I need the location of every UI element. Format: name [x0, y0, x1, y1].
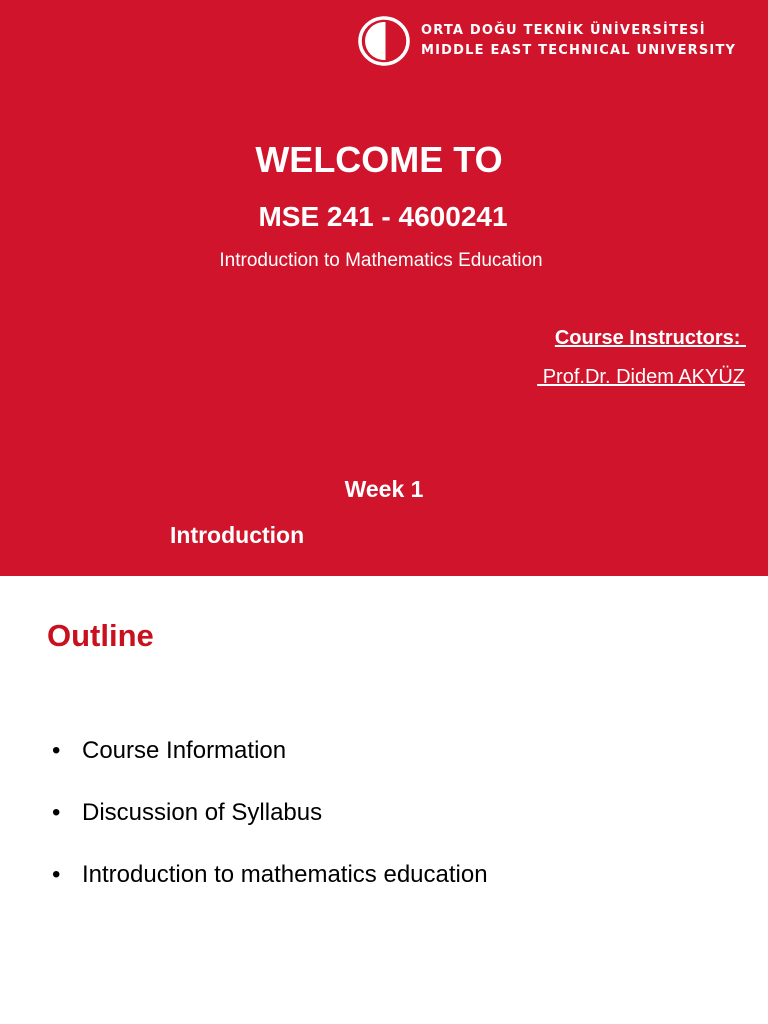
metu-logo-icon — [357, 16, 411, 66]
bullet-icon: • — [52, 799, 61, 826]
bullet-icon: • — [52, 737, 61, 764]
logo-line-turkish: ORTA DOĞU TEKNİK ÜNİVERSİTESİ — [421, 23, 706, 38]
logo-text — [421, 21, 736, 61]
list-item-text: Discussion of Syllabus — [82, 799, 323, 826]
list-item-text: Introduction to mathematics education — [82, 861, 488, 888]
week-label: Week 1 — [344, 476, 424, 502]
welcome-heading: WELCOME TO — [255, 139, 503, 180]
bullet-icon: • — [52, 861, 61, 888]
instructor-name: Prof.Dr. Didem AKYÜZ — [537, 366, 745, 388]
outline-slide — [0, 576, 768, 1024]
course-instructors-label: Course Instructors: — [554, 327, 746, 349]
outline-title: Outline — [47, 618, 154, 653]
logo-line-english: MIDDLE EAST TECHNICAL UNIVERSITY — [421, 43, 737, 58]
university-logo — [357, 16, 737, 66]
course-name: Introduction to Mathematics Education — [219, 250, 543, 271]
course-code: MSE 241 - 4600241 — [258, 201, 508, 232]
topic-title: Introduction — [170, 522, 305, 548]
list-item-text: Course Information — [82, 737, 287, 764]
